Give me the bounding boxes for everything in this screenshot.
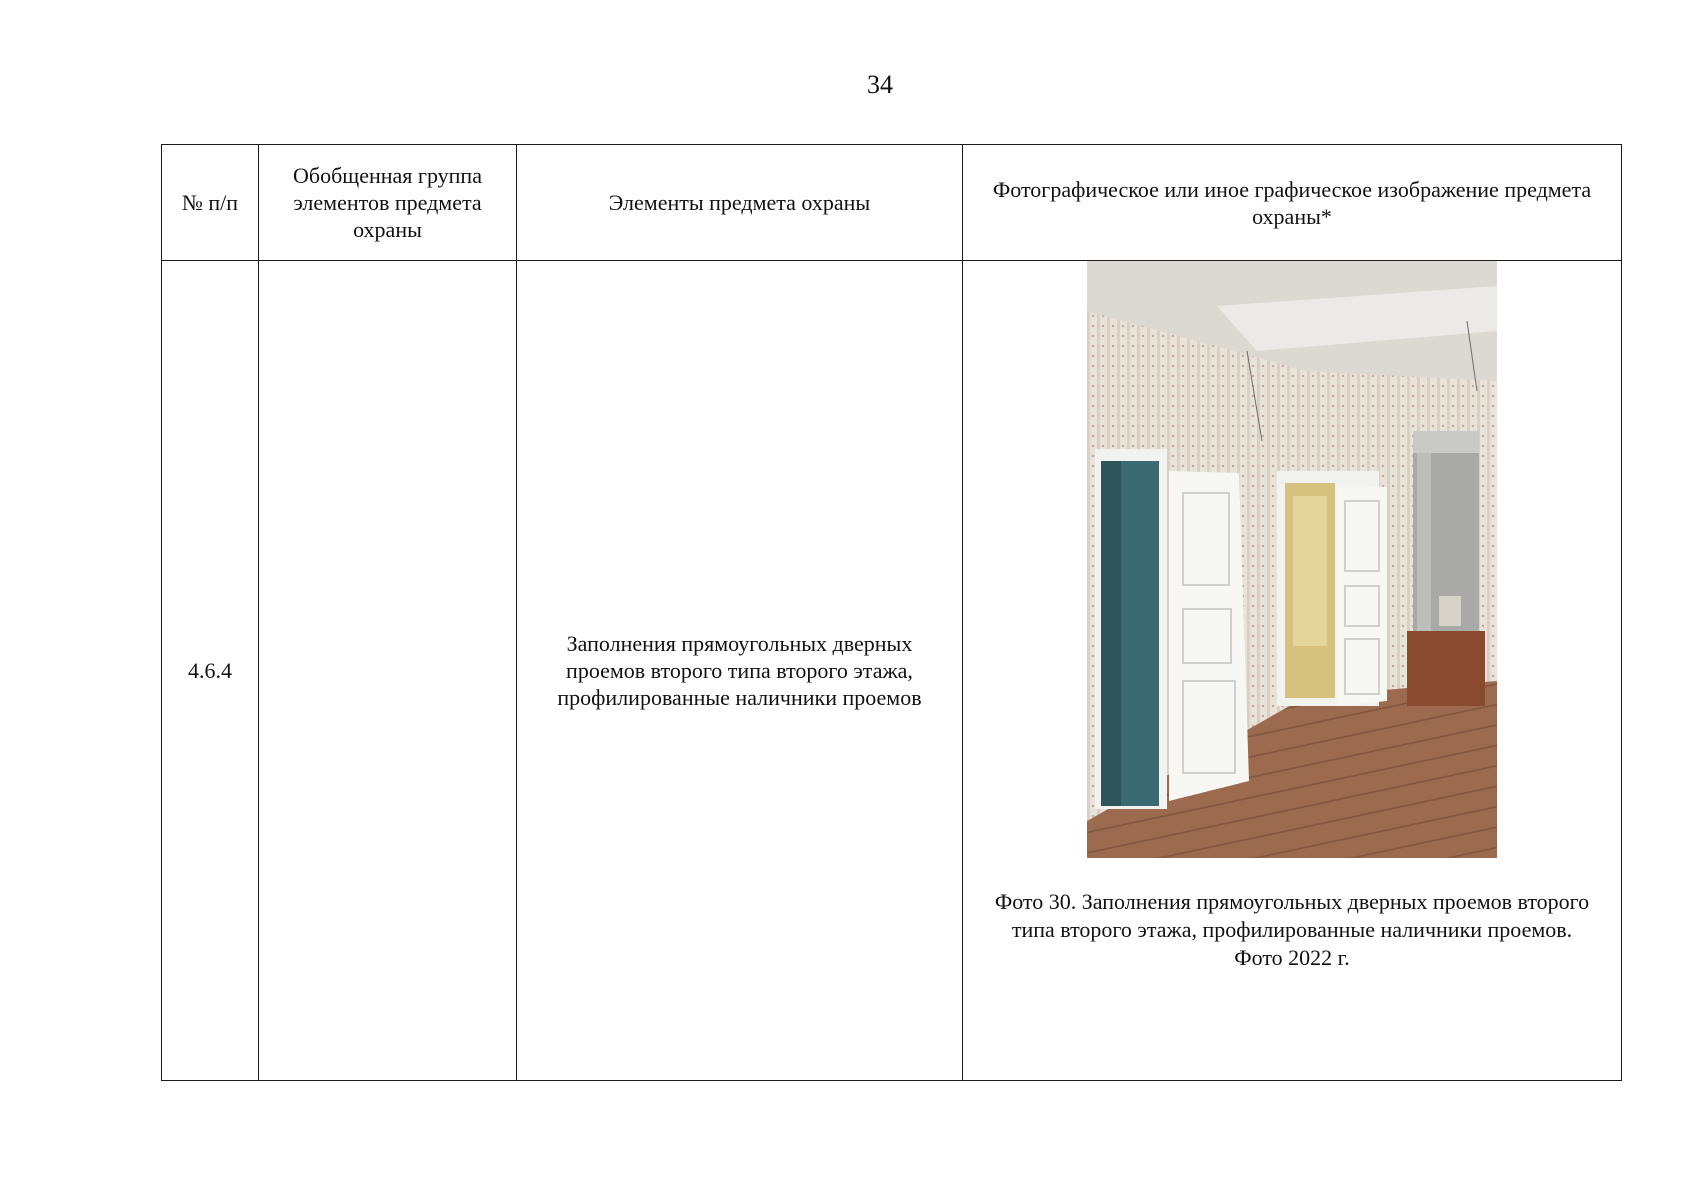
header-elements: Элементы предмета охраны xyxy=(517,145,963,261)
row-photo-cell xyxy=(963,261,1622,1081)
row-number: 4.6.4 xyxy=(162,261,259,1081)
table-row xyxy=(162,261,1622,1081)
caption-year: Фото 2022 г. xyxy=(1234,945,1350,970)
interior-doors-photo xyxy=(1087,261,1497,858)
caption-text: Фото 30. Заполнения прямоугольных дверных проемов второго типа второго этажа, профилированные наличники проемов. xyxy=(994,889,1590,942)
page-number: 34 xyxy=(867,70,893,99)
header-photo: Фотографическое или иное графическое изображение предмета охраны* xyxy=(963,145,1622,261)
table-header-row xyxy=(162,145,1622,261)
row-element: Заполнения прямоугольных дверных проемов второго типа второго этажа, профилированные наличники проемов xyxy=(517,261,963,1081)
header-group: Обобщенная группа элементов предмета охраны xyxy=(259,145,517,261)
header-number: № п/п xyxy=(162,145,259,261)
row-group xyxy=(259,261,517,1081)
photo-caption xyxy=(973,888,1611,972)
protection-table xyxy=(161,144,1622,1081)
